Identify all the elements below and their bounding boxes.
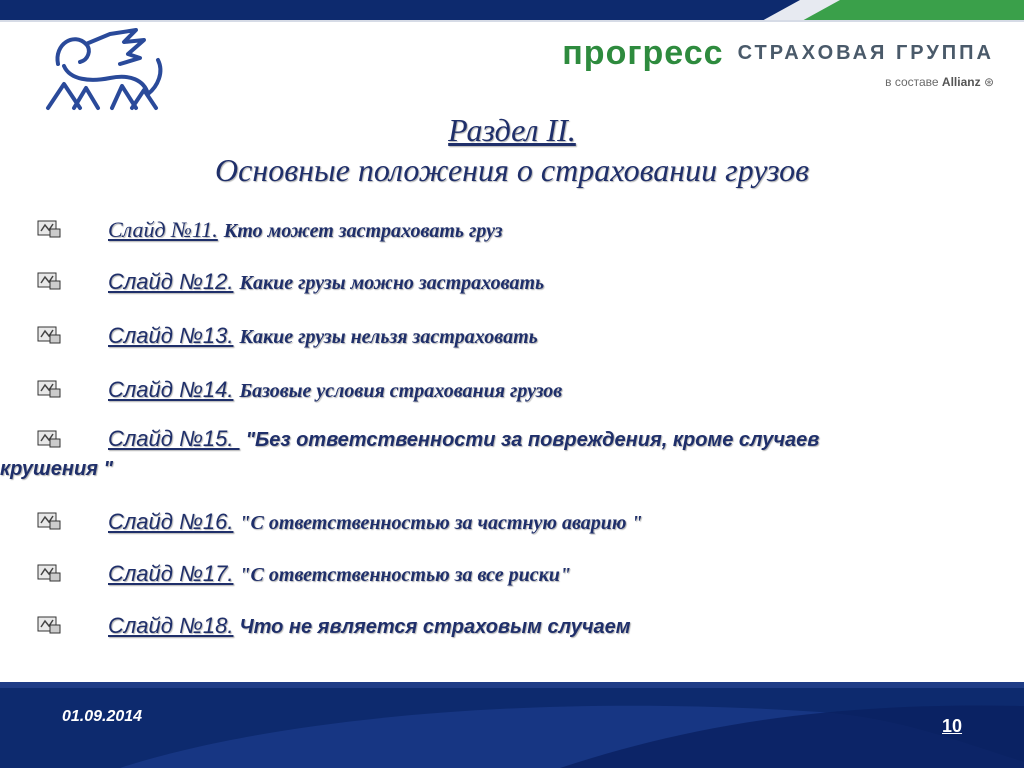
list-item: Слайд №11. Кто может застраховать груз <box>36 215 996 267</box>
list-item: Слайд №13. Какие грузы нельзя застраховать <box>36 321 996 375</box>
slide-link[interactable]: Слайд №16. <box>108 509 234 534</box>
page-title: Основные положения о страховании грузов <box>215 152 809 188</box>
section-heading: Раздел II. <box>448 112 576 148</box>
footer-date: 01.09.2014 <box>62 708 143 725</box>
brand-name: прогресс <box>562 34 724 72</box>
partner-name: Allianz <box>941 75 981 89</box>
slide-link[interactable]: Слайд №18. <box>108 613 234 638</box>
slide-link[interactable]: Слайд №11. <box>108 217 218 242</box>
griffin-logo-icon <box>40 24 188 118</box>
brand-logo <box>562 34 994 89</box>
bullet-icon <box>36 271 62 291</box>
slide-link[interactable]: Слайд №14. <box>108 377 234 402</box>
bullet-icon <box>36 563 62 583</box>
bullet-icon <box>36 379 62 399</box>
page-number-link[interactable]: 10 <box>942 716 963 736</box>
bullet-icon <box>36 219 62 239</box>
bullet-icon <box>36 429 62 449</box>
list-item: Слайд №18. Что не является страховым случаем <box>36 611 996 663</box>
bullet-icon <box>36 511 62 531</box>
slide-link[interactable]: Слайд №13. <box>108 323 234 348</box>
slide-link[interactable]: Слайд №15. <box>108 426 240 451</box>
list-item: Слайд №12. Какие грузы можно застраховать <box>36 267 996 321</box>
slide-link[interactable]: Слайд №17. <box>108 561 234 586</box>
bullet-icon <box>36 325 62 345</box>
slide-list <box>0 215 996 663</box>
list-item: Слайд №14. Базовые условия страхования грузов <box>36 375 996 425</box>
list-item: Слайд №16. "С ответственностью за частную аварию " <box>36 507 996 559</box>
list-item: Слайд №15. "Без ответственности за повреждения, кроме случаев крушения " <box>0 426 820 480</box>
list-item: Слайд №17. "С ответственностью за все риски" <box>36 559 996 611</box>
brand-subtitle: СТРАХОВАЯ ГРУППА <box>737 42 994 64</box>
footer-banner <box>0 682 1024 768</box>
bullet-icon <box>36 615 62 635</box>
brand-tagline: в составе Allianz ⊛ <box>885 75 994 89</box>
partner-logo-icon: ⊛ <box>983 75 994 89</box>
slide-link[interactable]: Слайд №12. <box>108 269 234 294</box>
top-banner <box>0 0 1024 22</box>
